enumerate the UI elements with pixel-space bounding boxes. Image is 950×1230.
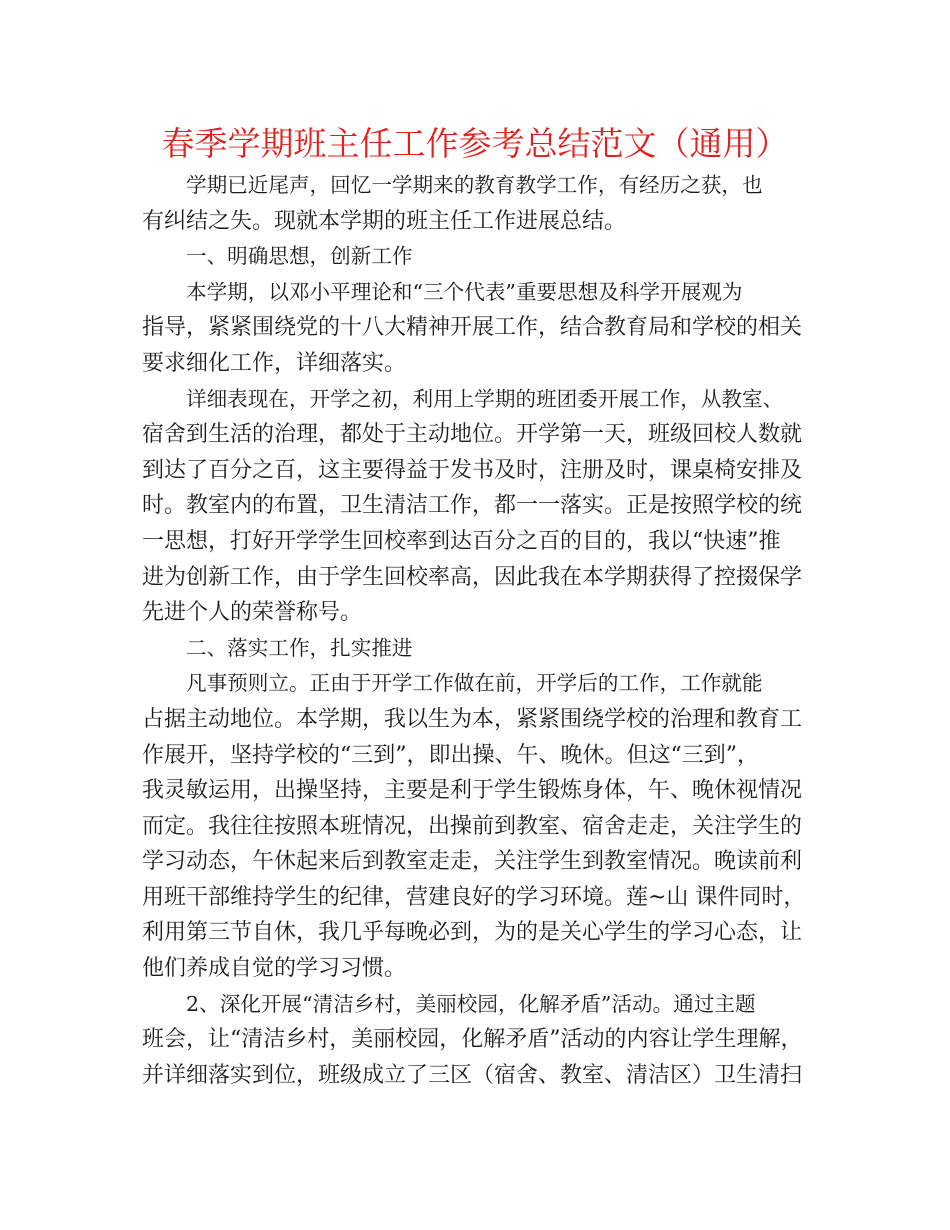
paragraph-line: 占据主动地位。本学期，我以生为本，紧紧围绕学校的治理和教育工 bbox=[142, 706, 803, 732]
paragraph-line: 本学期，以邓小平理论和“三个代表”重要思想及科学开展观为 bbox=[186, 279, 743, 304]
paragraph-line: 二、落实工作，扎实推进 bbox=[186, 635, 413, 660]
paragraph-line: 学期已近尾声，回忆一学期来的教育教学工作，有经历之获，也 bbox=[186, 173, 763, 197]
paragraph bbox=[142, 168, 832, 239]
paragraph-line: 一、明确思想，创新工作 bbox=[186, 244, 413, 269]
paragraph-line: 有纠结之失。现就本学期的班主任工作进展总结。 bbox=[142, 208, 627, 234]
paragraph-line: 先进个人的荣誉称号。 bbox=[142, 600, 363, 626]
paragraph-line: 用班干部维持学生的纪律，营建良好的学习环境。莲~山 课件同时， bbox=[142, 884, 806, 910]
paragraph-line: 到达了百分之百，这主要得益于发书及时，注册及时，课桌椅安排及 bbox=[142, 457, 803, 483]
paragraph bbox=[142, 631, 832, 667]
paragraph-line: 要求细化工作，详细落实。 bbox=[142, 350, 407, 376]
paragraph-line: 我灵敏运用，出操坚持，主要是利于学生锻炼身体，午、晚休视情况 bbox=[142, 778, 803, 804]
document-title: 春季学期班主任工作参考总结范文（通用） bbox=[161, 124, 789, 163]
paragraph-line: 指导，紧紧围绕党的十八大精神开展工作，结合教育局和学校的相关 bbox=[142, 315, 803, 341]
paragraph-line: 而定。我往往按照本班情况，出操前到教室、宿舍走走，关注学生的 bbox=[142, 813, 803, 839]
paragraph-line: 时。教室内的布置，卫生清洁工作，都一一落实。正是按照学校的统 bbox=[142, 493, 803, 519]
paragraph-line: 作展开，坚持学校的“三到”，即出操、午、晚休。但这“三到”， bbox=[142, 742, 759, 768]
paragraph-line: 班会，让“清洁乡村，美丽校园，化解矛盾”活动的内容让学生理解， bbox=[142, 1027, 803, 1053]
paragraph bbox=[142, 382, 832, 631]
paragraph-line: 凡事预则立。正由于开学工作做在前，开学后的工作，工作就能 bbox=[186, 671, 763, 696]
paragraph-line: 宿舍到生活的治理，都处于主动地位。开学第一天，班级回校人数就 bbox=[142, 422, 803, 448]
paragraph-line: 详细表现在，开学之初，利用上学期的班团委开展工作，从教室、 bbox=[186, 386, 784, 411]
paragraph-line: 一思想，打好开学学生回校率到达百分之百的目的，我以“快速”推 bbox=[142, 528, 781, 554]
paragraph bbox=[142, 987, 832, 1094]
paragraph bbox=[142, 239, 832, 275]
paragraph-line: 利用第三节自休，我几乎每晚必到，为的是关心学生的学习心态，让 bbox=[142, 920, 803, 946]
paragraph-line: 学习动态，午休起来后到教室走走，关注学生到教室情况。晚读前利 bbox=[142, 849, 803, 875]
paragraph bbox=[142, 666, 832, 986]
paragraph bbox=[142, 275, 832, 382]
paragraph-line: 他们养成自觉的学习习惯。 bbox=[142, 956, 407, 982]
document-body bbox=[142, 168, 832, 1093]
paragraph-line: 并详细落实到位，班级成立了三区（宿舍、教室、清洁区）卫生清扫 bbox=[142, 1062, 803, 1088]
paragraph-line: 进为创新工作，由于学生回校率高，因此我在本学期获得了控掇保学 bbox=[142, 564, 803, 590]
paragraph-line: 2、深化开展“清洁乡村，美丽校园，化解矛盾”活动。通过主题 bbox=[186, 991, 756, 1016]
